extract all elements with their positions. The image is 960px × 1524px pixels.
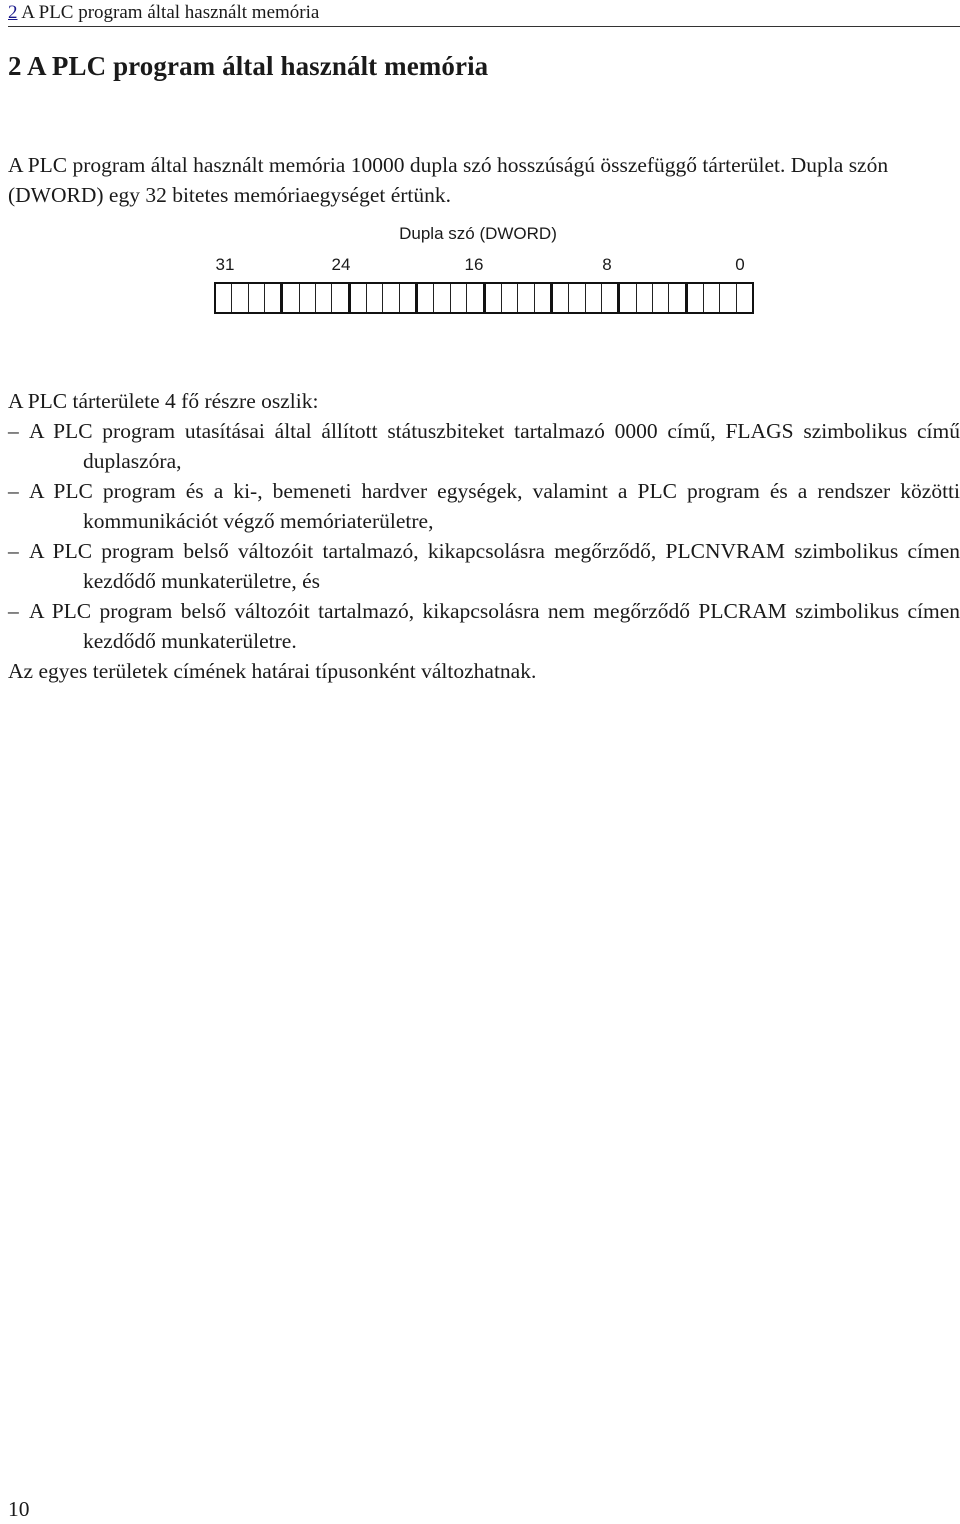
bit-cell [688,284,704,312]
closing-paragraph: Az egyes területek címének határai típusonként változhatnak. [8,659,537,683]
page-number: 10 [8,1497,30,1521]
areas-intro: A PLC tárterülete 4 fő részre oszlik: [8,389,319,413]
bit-cell [535,284,553,312]
bit-label-16: 16 [464,255,484,274]
list-item-text: A PLC program utasításai által állított státuszbiteket tartalmazó 0000 című, FLAGS szimbolikus című duplaszóra, [29,419,960,473]
bit-label-8: 8 [602,255,612,274]
bit-cell [569,284,585,312]
bit-label-31: 31 [215,255,235,274]
bit-cells [214,282,754,314]
dword-diagram [206,220,766,330]
intro-paragraph: A PLC program által használt memória 10000 dupla szó hosszúságú összefüggő tárterület. Dupla szón (DWORD) egy 32 bitetes memóriaegységet értünk. [8,153,889,207]
bit-cell [300,284,316,312]
bit-cell [637,284,653,312]
bit-cell [249,284,265,312]
list-dash: – [8,419,19,443]
list-item-text: A PLC program belső változóit tartalmazó, kikapcsolásra nem megőrződő PLCRAM szimbolikus címen kezdődő munkaterületre. [29,599,960,653]
list-dash: – [8,539,19,563]
bit-cell [332,284,350,312]
list-dash: – [8,479,19,503]
bit-cell [720,284,736,312]
bit-cell [653,284,669,312]
bit-cell [737,284,752,312]
bit-cell [502,284,518,312]
bit-cell [265,284,283,312]
list-item [8,416,960,476]
bit-cell [602,284,620,312]
chapter-number-link[interactable]: 2 [8,2,18,23]
list-item [8,596,960,656]
bit-label-24: 24 [331,255,351,274]
bit-cell [232,284,248,312]
bit-cell [451,284,467,312]
bit-cell [383,284,399,312]
bit-cell [367,284,383,312]
bit-cell [216,284,232,312]
bit-cell [553,284,569,312]
section-heading: 2 A PLC program által használt memória [8,51,489,81]
list-dash: – [8,599,19,623]
list-item-text: A PLC program és a ki-, bemeneti hardver egységek, valamint a PLC program és a rendszer közötti kommunikációt végző memóriaterületre, [29,479,960,533]
list-item [8,536,960,596]
running-header-title: A PLC program által használt memória [21,2,320,23]
bit-cell [316,284,332,312]
dword-title: Dupla szó (DWORD) [399,224,557,243]
bit-cell [400,284,418,312]
bit-cell [418,284,434,312]
body-text [8,386,960,686]
running-header [8,2,319,24]
bit-cell [283,284,299,312]
bit-cell [434,284,450,312]
bit-cell [586,284,602,312]
list-item [8,476,960,536]
bit-cell [704,284,720,312]
bit-cell [351,284,367,312]
header-divider [8,26,960,27]
bit-cell [620,284,636,312]
bit-cell [486,284,502,312]
bit-cell [669,284,687,312]
bit-cell [467,284,485,312]
bit-cell [518,284,534,312]
list-item-text: A PLC program belső változóit tartalmazó, kikapcsolásra megőrződő, PLCNVRAM szimbolikus címen kezdődő munkaterületre, és [29,539,960,593]
bit-label-0: 0 [735,255,745,274]
